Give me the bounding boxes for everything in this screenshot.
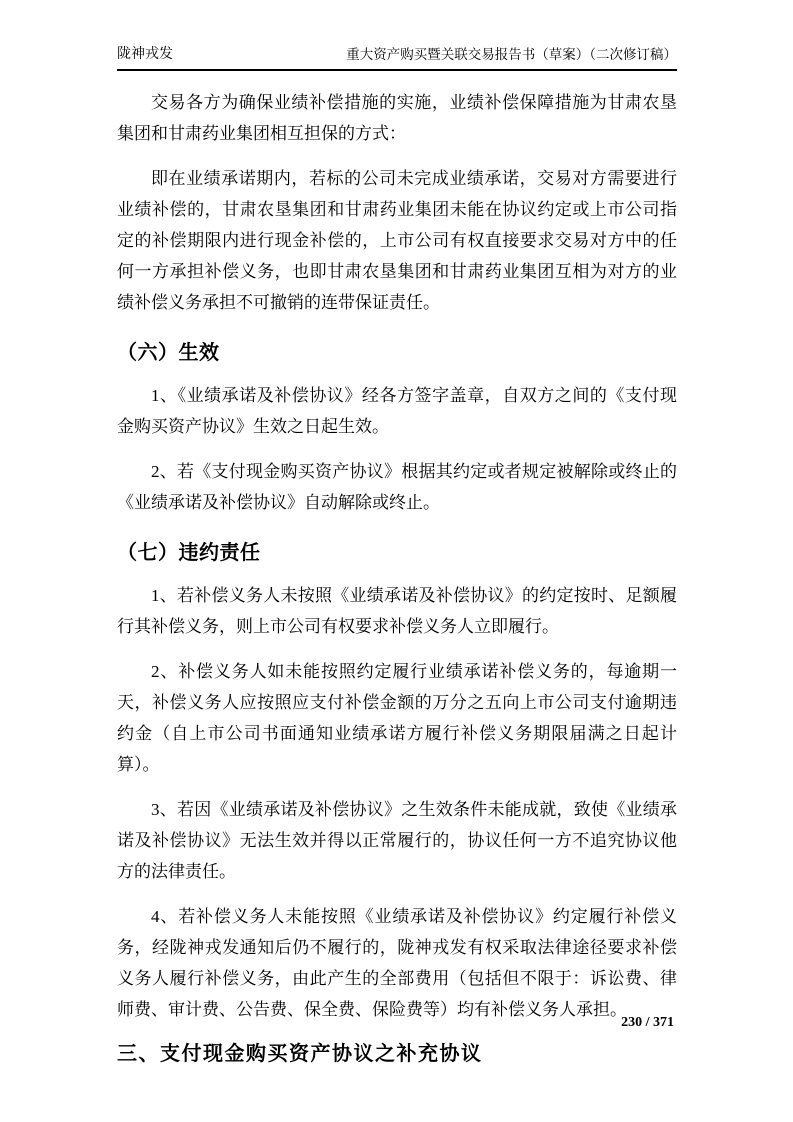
intro-paragraph-2: 即在业绩承诺期内，若标的公司未完成业绩承诺，交易对方需要进行业绩补偿的，甘肃农垦集团和甘肃药业集团未能在协议约定或上市公司指定的补偿期限内进行现金补偿的，上市公司有权直接要求交易对方中的任何一方承担补偿义务，也即甘肃农垦集团和甘肃药业集团互相为对方的业绩补偿义务承担不可撤销的连带保证责任。: [117, 169, 677, 312]
section-heading-6-effectiveness: （六）生效: [117, 342, 220, 364]
intro-paragraph-1: 交易各方为确保业绩补偿措施的实施，业绩补偿保障措施为甘肃农垦集团和甘肃药业集团相互担保的方式：: [117, 93, 677, 143]
header-company-name: 陇神戎发: [117, 47, 173, 62]
section6-paragraph-2: 2、若《支付现金购买资产协议》根据其约定或者规定被解除或终止的《业绩承诺及补偿协议》自动解除或终止。: [117, 462, 677, 512]
page-header: [117, 46, 677, 71]
chapter-heading-supplementary-agreement: 三、支付现金购买资产协议之补充协议: [117, 1043, 483, 1065]
section-heading-7-breach-liability: （七）违约责任: [117, 542, 261, 564]
section7-paragraph-2: 2、补偿义务人如未能按照约定履行业绩承诺补偿义务的，每逾期一天，补偿义务人应按照应支付补偿金额的万分之五向上市公司支付逾期违约金（自上市公司书面通知业绩承诺方履行补偿义务期限届满之日起计算）。: [117, 662, 677, 774]
document-body: [117, 87, 677, 1067]
section6-paragraph-1: 1、《业绩承诺及补偿协议》经各方签字盖章，自双方之间的《支付现金购买资产协议》生效之日起生效。: [117, 386, 677, 436]
header-report-title: 重大资产购买暨关联交易报告书（草案）（二次修订稿）: [346, 47, 677, 62]
section7-paragraph-1: 1、若补偿义务人未按照《业绩承诺及补偿协议》的约定按时、足额履行其补偿义务，则上市公司有权要求补偿义务人立即履行。: [117, 586, 677, 636]
page-footer: [621, 1014, 674, 1032]
section7-paragraph-4: 4、若补偿义务人未能按照《业绩承诺及补偿协议》约定履行补偿义务，经陇神戎发通知后仍不履行的，陇神戎发有权采取法律途径要求补偿义务人履行补偿义务，由此产生的全部费用（包括但不限于：诉讼费、律师费、审计费、公告费、保全费、保险费等）均有补偿义务人承担。: [117, 907, 677, 1019]
page-number: 230 / 371: [621, 1015, 674, 1030]
section7-paragraph-3: 3、若因《业绩承诺及补偿协议》之生效条件未能成就，致使《业绩承诺及补偿协议》无法生效并得以正常履行的，协议任何一方不追究协议他方的法律责任。: [117, 800, 677, 881]
